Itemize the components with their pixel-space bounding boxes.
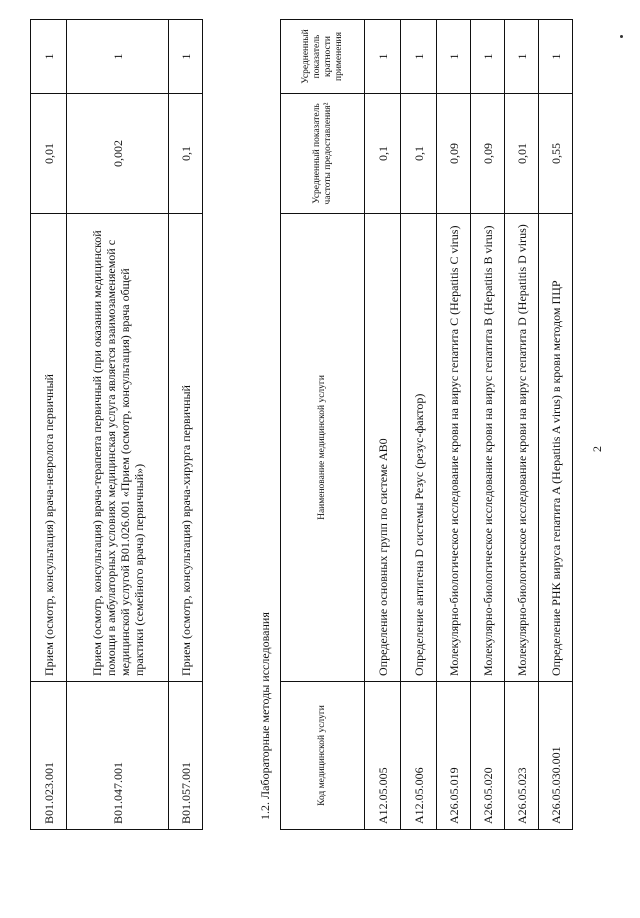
service-code: A12.05.006 [401, 682, 437, 830]
frequency-value: 0,55 [539, 94, 573, 214]
multiplicity-value: 1 [505, 20, 539, 94]
header-code: Код медицинской услуги [281, 682, 365, 830]
service-name: Определение РНК вируса гепатита A (Hepatitis A virus) в крови методом ПЦР [539, 214, 573, 682]
speck [620, 35, 623, 38]
table-row [471, 20, 505, 830]
page-number: 2 [590, 446, 604, 452]
table-row [437, 20, 471, 830]
service-name: Прием (осмотр, консультация) врача-терапевта первичный (при оказании медицинской помощи в амбулаторных условиях медицинская услуга является взаимозаменяемой с медицинской услугой B01.026.001 «Прием (осмотр, консультация) врача общей практики (семейного врача) первичный») [67, 214, 169, 682]
multiplicity-value: 1 [539, 20, 573, 94]
table-row [401, 20, 437, 830]
service-name: Молекулярно-биологическое исследование крови на вирус гепатита C (Hepatitis C virus) [437, 214, 471, 682]
table-row [67, 20, 169, 830]
service-code: B01.047.001 [67, 682, 169, 830]
service-name: Молекулярно-биологическое исследование крови на вирус гепатита B (Hepatitis B virus) [471, 214, 505, 682]
frequency-value: 0,09 [437, 94, 471, 214]
service-code: B01.057.001 [169, 682, 203, 830]
service-code: A26.05.020 [471, 682, 505, 830]
header-frequency: Усредненный показатель частоты предоставления² [281, 94, 365, 214]
frequency-value: 0,002 [67, 94, 169, 214]
frequency-value: 0,09 [471, 94, 505, 214]
service-name: Прием (осмотр, консультация) врача-хирурга первичный [169, 214, 203, 682]
service-code: A26.05.019 [437, 682, 471, 830]
multiplicity-value: 1 [67, 20, 169, 94]
multiplicity-value: 1 [437, 20, 471, 94]
multiplicity-value: 1 [169, 20, 203, 94]
table-row [505, 20, 539, 830]
table-row [169, 20, 203, 830]
frequency-value: 0,1 [401, 94, 437, 214]
section-title: 1.2. Лабораторные методы исследования [258, 612, 272, 820]
table-row [365, 20, 401, 830]
service-code: B01.023.001 [31, 682, 67, 830]
multiplicity-value: 1 [471, 20, 505, 94]
service-code: A12.05.005 [365, 682, 401, 830]
table-row [31, 20, 67, 830]
header-name: Наименование медицинской услуги [281, 214, 365, 682]
service-code: A26.05.030.001 [539, 682, 573, 830]
consultations-table [30, 19, 203, 830]
frequency-value: 0,1 [169, 94, 203, 214]
frequency-value: 0,1 [365, 94, 401, 214]
multiplicity-value: 1 [401, 20, 437, 94]
frequency-value: 0,01 [31, 94, 67, 214]
service-name: Определение основных групп по системе AB0 [365, 214, 401, 682]
frequency-value: 0,01 [505, 94, 539, 214]
header-multiplicity: Усредненный показатель кратности применения [281, 20, 365, 94]
service-name: Определение антигена D системы Резус (резус-фактор) [401, 214, 437, 682]
table-header-row [281, 20, 365, 830]
service-name: Прием (осмотр, консультация) врача-невролога первичный [31, 214, 67, 682]
service-name: Молекулярно-биологическое исследование крови на вирус гепатита D (Hepatitis D virus) [505, 214, 539, 682]
lab-methods-table [280, 19, 573, 830]
service-code: A26.05.023 [505, 682, 539, 830]
multiplicity-value: 1 [365, 20, 401, 94]
table-row [539, 20, 573, 830]
multiplicity-value: 1 [31, 20, 67, 94]
